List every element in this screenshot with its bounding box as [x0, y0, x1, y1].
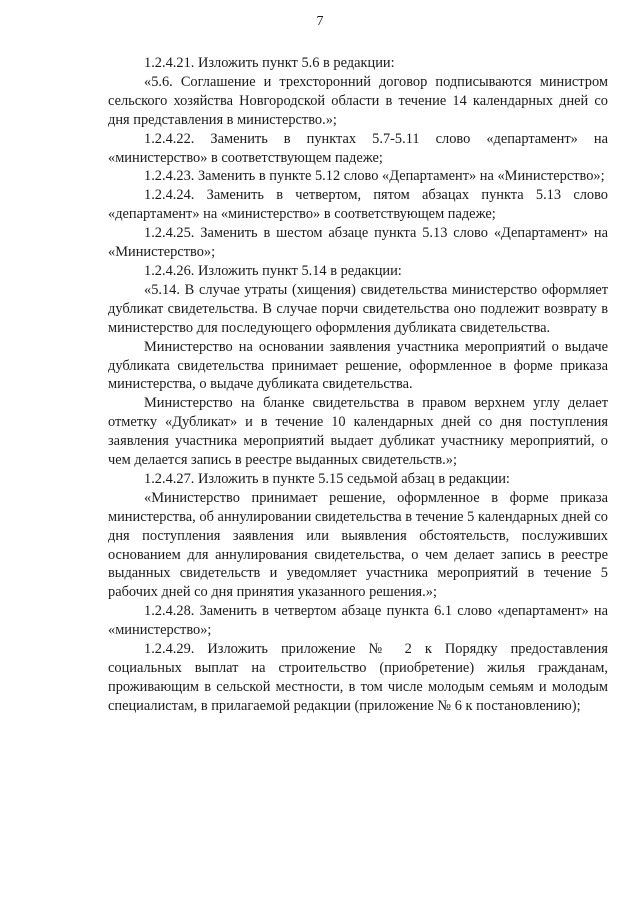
- document-body: [108, 54, 608, 716]
- page-number: 7: [316, 14, 324, 29]
- paragraph-1-2-4-23: 1.2.4.23. Заменить в пункте 5.12 слово «Департамент» на «Министерство»;: [144, 168, 605, 185]
- paragraph-5-14-duplicate-mark: Министерство на бланке свидетельства в правом верхнем углу делает отметку «Дубликат» и в течение 10 календарных дней со дня поступления заявления участника мероприятий выдает дубликат участнику мероприятий, о чем делается запись в реестре выданных свидетельств.»;: [108, 395, 608, 469]
- paragraph-5-14-duplicate-decision: Министерство на основании заявления участника мероприятий о выдаче дубликата свидетельства принимает решение, оформленное в форме приказа министерства, о выдаче дубликата свидетельства.: [108, 338, 608, 393]
- paragraph-5-15-text: «Министерство принимает решение, оформленное в форме приказа министерства, об аннулировании свидетельства в течение 5 календарных дней со дня поступления заявления или выявления обстоятельств, послуживших основанием для аннулирования свидетельства, о чем делает запись в реестре выданных свидетельств и уведомляет участника мероприятий в течение 5 рабочих дней со дня принятия указанного решения.»;: [108, 489, 608, 601]
- paragraph-1-2-4-24: 1.2.4.24. Заменить в четвертом, пятом абзацах пункта 5.13 слово «департамент» на «министерство» в соответствующем падеже;: [108, 187, 608, 223]
- paragraph-1-2-4-26: 1.2.4.26. Изложить пункт 5.14 в редакции:: [144, 262, 402, 279]
- paragraph-1-2-4-25: 1.2.4.25. Заменить в шестом абзаце пункта 5.13 слово «Департамент» на «Министерство»;: [108, 225, 608, 261]
- paragraph-5-14-text: «5.14. В случае утраты (хищения) свидетельства министерство оформляет дубликат свидетельства. В случае порчи свидетельства оно подлежит возврату в министерство для последующего оформления дубликата свидетельства.: [108, 281, 608, 336]
- paragraph-5-6-text: «5.6. Соглашение и трехсторонний договор подписываются министром сельского хозяйства Новгородской области в течение 14 календарных дней со дня представления в министерство.»;: [108, 73, 608, 128]
- paragraph-1-2-4-29: 1.2.4.29. Изложить приложение № 2 к Порядку предоставления социальных выплат на строительство (приобретение) жилья гражданам, проживающим в сельской местности, в том числе молодым семьям и молодым специалистам, в прилагаемой редакции (приложение № 6 к постановлению);: [108, 641, 608, 714]
- paragraph-1-2-4-21: 1.2.4.21. Изложить пункт 5.6 в редакции:: [144, 55, 395, 71]
- paragraph-1-2-4-28: 1.2.4.28. Заменить в четвертом абзаце пункта 6.1 слово «департамент» на «министерство»;: [108, 603, 608, 639]
- paragraph-1-2-4-27: 1.2.4.27. Изложить в пункте 5.15 седьмой абзац в редакции:: [144, 470, 510, 487]
- paragraph-1-2-4-22: 1.2.4.22. Заменить в пунктах 5.7-5.11 слово «департамент» на «министерство» в соответствующем падеже;: [108, 130, 608, 166]
